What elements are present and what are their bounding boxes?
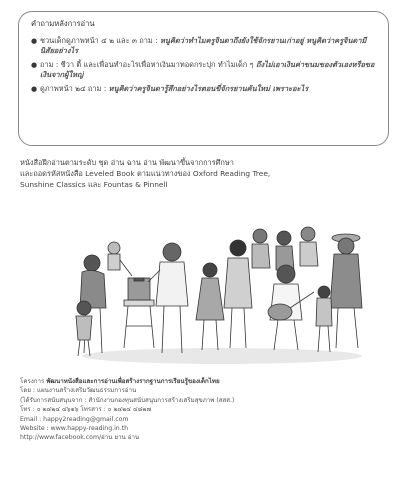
question-text: ดูภาพหน้า ๒๔ ถาม : — [40, 84, 107, 93]
publisher-by: โดย : แผนงานสร้างเสริมวัฒนธรรมการอ่าน — [20, 387, 137, 395]
book-series-description — [20, 157, 400, 190]
publisher-phone: โทร : ๐ ๒๔๒๔ ๔๖๑๖ โทรสาร : ๐ ๒๔๒๔ ๔๘๒๗ — [20, 406, 152, 414]
project-name: พัฒนาหนังสือและการอ่านเพื่อสร้างรากฐานการเรียนรู้ของเด็กไทย — [46, 378, 220, 385]
question-answer-prompt: ถึงไม่เอาเงินค่าขนมของตัวเองหรือขอเงินจากผู้ใหญ่ — [40, 60, 375, 79]
question-text: ชวนเด็กดูภาพหน้า ๔ ๒ และ ๓ ถาม : — [40, 36, 158, 45]
bullet-icon: ● — [31, 61, 38, 69]
description-line: หนังสือฝึกอ่านตามระดับ ชุด อ่าน ฉาน อ่าน พัฒนาขึ้นจากการศึกษา — [20, 158, 234, 167]
question-answer-prompt: หนูคิดว่าทำไมครูจินดาถึงยังใช้จักรยานเก่าอยู่ หนูคิดว่าครูจินดามีนิสัยอย่างไร — [40, 36, 367, 55]
publisher-info — [20, 377, 400, 443]
children-donation-illustration — [62, 208, 377, 368]
description-line: และถอดรหัสหนังสือ Leveled Book ตามแนวทางของ Oxford Reading Tree, — [20, 169, 271, 178]
bullet-icon: ● — [31, 85, 38, 93]
question-text: ถาม : ชีวา ตี้ และเพื่อนทำอะไรเพื่อหาเงินมาทอดกระปุก ทำไมเด็ก ๆ — [40, 60, 254, 69]
publisher-website: Website : www.happy-reading.in.th — [20, 425, 129, 433]
publisher-facebook: http://www.facebook.com/อ่าน ยาน อ่าน — [20, 434, 140, 442]
publisher-support: (ได้รับการสนับสนุนจาก : สำนักงานกองทุนสนับสนุนการสร้างเสริมสุขภาพ (สสส.) — [20, 396, 235, 404]
description-line: Sunshine Classics และ Fountas & Pinnell — [20, 180, 168, 189]
project-prefix: โครงการ — [20, 378, 45, 385]
question-answer-prompt: หนูคิดว่าครูจินดารู้สึกอย่างไรตอนขี่จักรยานคันใหม่ เพราะอะไร — [108, 84, 309, 93]
question-item-3 — [31, 84, 378, 94]
questions-box — [18, 11, 389, 146]
bullet-icon: ● — [31, 37, 38, 45]
question-item-2 — [31, 60, 378, 80]
publisher-email: Email : happy2reading@gmail.com — [20, 415, 129, 423]
question-item-1 — [31, 36, 378, 56]
project-line — [20, 377, 400, 386]
questions-heading: คำถามหลังการอ่าน — [31, 19, 95, 28]
